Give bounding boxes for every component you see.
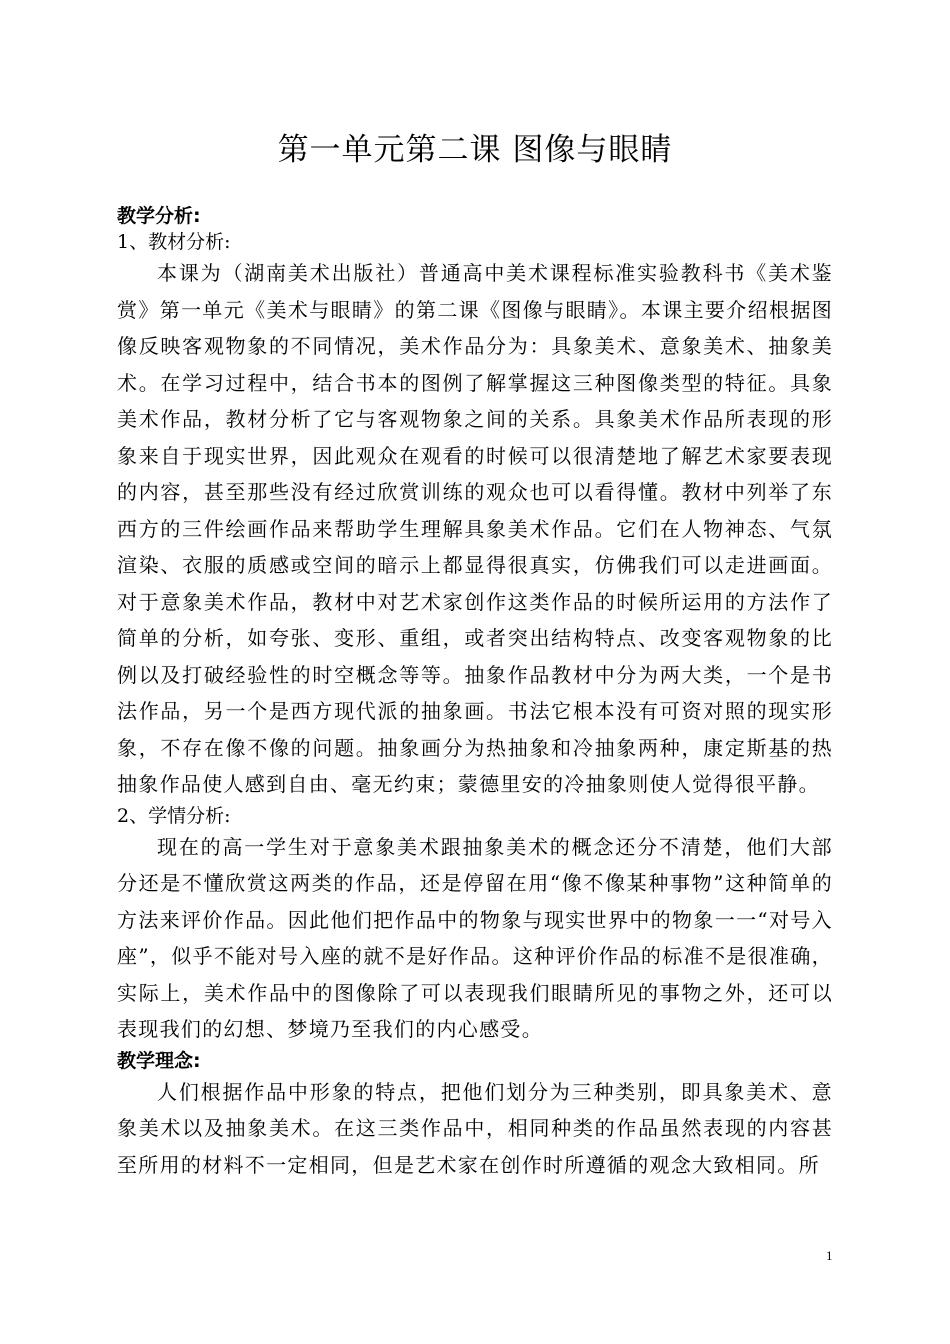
page-number: 1	[826, 1248, 833, 1263]
teaching-analysis-heading: 教学分析:	[117, 205, 201, 227]
document-body	[117, 203, 833, 1183]
document-title: 第一单元第二课 图像与眼睛	[277, 132, 673, 168]
student-analysis-paragraph: 现在的高一学生对于意象美术跟抽象美术的概念还分不清楚，他们大部分还是不懂欣赏这两类的作品，还是停留在用“像不像某种事物”这种简单的方法来评价作品。因此他们把作品中的物象与现实世界中的物象一一“对号入座”，似乎不能对号入座的就不是好作品。这种评价作品的标准不是很准确，实际上，美术作品中的图像除了可以表现我们眼睛所见的事物之外，还可以表现我们的幻想、梦境乃至我们的内心感受。	[117, 834, 833, 1041]
teaching-concept-heading: 教学理念:	[117, 1049, 201, 1072]
teaching-concept-paragraph: 人们根据作品中形象的特点，把他们划分为三种类别，即具象美术、意象美术以及抽象美术。在这三类作品中，相同种类的作品虽然表现的内容甚至所用的材料不一定相同，但是艺术家在创作时所遵循的观念大致相同。所	[117, 1079, 833, 1177]
textbook-analysis-heading: 1、教材分析:	[117, 231, 231, 253]
textbook-analysis-paragraph: 本课为（湖南美术出版社）普通高中美术课程标准实验教科书《美术鉴赏》第一单元《美术与眼睛》的第二课《图像与眼睛》。本课主要介绍根据图像反映客观物象的不同情况，美术作品分为：具象美术、意象美术、抽象美术。在学习过程中，结合书本的图例了解掌握这三种图像类型的特征。具象美术作品，教材分析了它与客观物象之间的关系。具象美术作品所表现的形象来自于现实世界，因此观众在观看的时候可以很清楚地了解艺术家要表现的内容，甚至那些没有经过欣赏训练的观众也可以看得懂。教材中列举了东西方的三件绘画作品来帮助学生理解具象美术作品。它们在人物神态、气氛渲染、衣服的质感或空间的暗示上都显得很真实，仿佛我们可以走进画面。对于意象美术作品，教材中对艺术家创作这类作品的时候所运用的方法作了简单的分析，如夸张、变形、重组，或者突出结构特点、改变客观物象的比例以及打破经验性的时空概念等等。抽象作品教材中分为两大类，一个是书法作品，另一个是西方现代派的抽象画。书法它根本没有可资对照的现实形象，不存在像不像的问题。抽象画分为热抽象和冷抽象两种，康定斯基的热抽象作品使人感到自由、毫无约束；蒙德里安的冷抽象则使人觉得很平静。	[117, 261, 833, 796]
student-analysis-heading: 2、学情分析:	[117, 804, 231, 827]
